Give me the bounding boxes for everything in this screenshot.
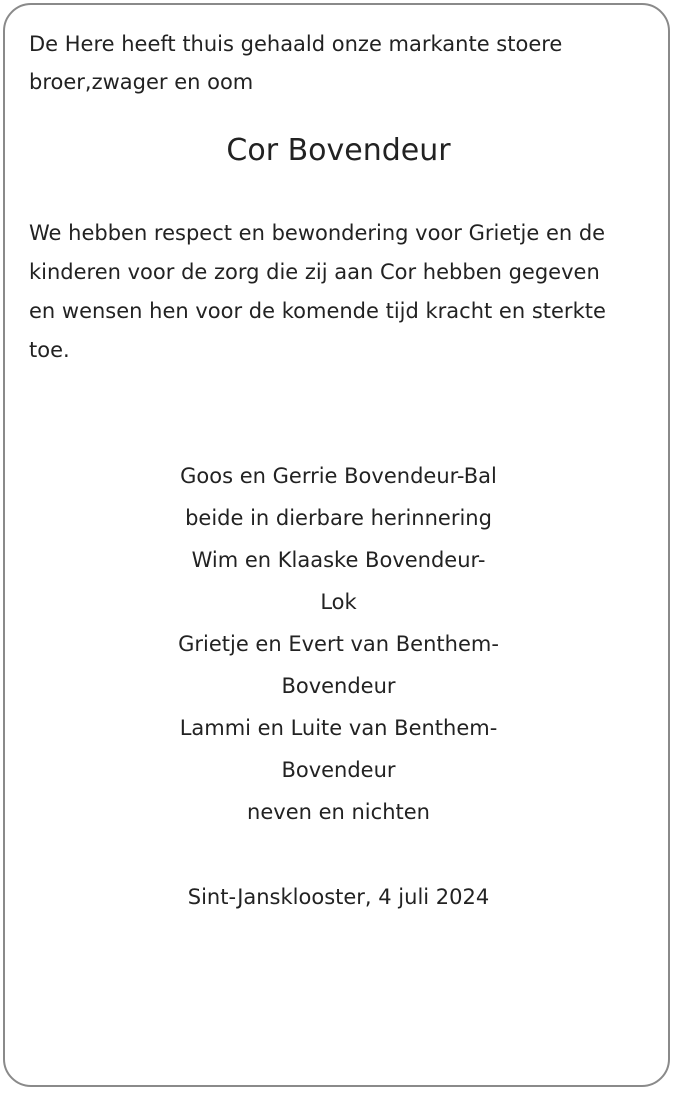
relative-line: Lammi en Luite van Benthem-: [179, 716, 498, 740]
message-line: kinderen voor de zorg die zij aan Cor hebben gegeven: [29, 260, 600, 284]
message-line: We hebben respect en bewondering voor Grietje en de: [29, 221, 606, 245]
condolence-message: [29, 214, 651, 370]
relative-line: Lok: [320, 590, 357, 614]
relative-line: neven en nichten: [247, 800, 430, 824]
relative-line: Goos en Gerrie Bovendeur-Bal: [180, 464, 497, 488]
intro-line: broer,zwager en oom: [29, 70, 254, 94]
message-line: en wensen hen voor de komende tijd kracht en sterkte: [29, 299, 606, 323]
relative-line: Bovendeur: [281, 758, 396, 782]
death-notice-card: [3, 3, 670, 1087]
relative-line: Bovendeur: [281, 674, 396, 698]
relative-line: Wim en Klaaske Bovendeur-: [191, 548, 486, 572]
relative-line: Grietje en Evert van Benthem-: [178, 632, 499, 656]
relatives-list: [5, 455, 672, 833]
message-line: toe.: [29, 338, 70, 362]
relative-line: beide in dierbare herinnering: [185, 506, 492, 530]
intro-line: De Here heeft thuis gehaald onze markante stoere: [29, 32, 563, 56]
intro-text: [29, 25, 649, 101]
place-and-date: Sint-Jansklooster, 4 juli 2024: [187, 885, 490, 909]
deceased-name: Cor Bovendeur: [226, 133, 451, 168]
